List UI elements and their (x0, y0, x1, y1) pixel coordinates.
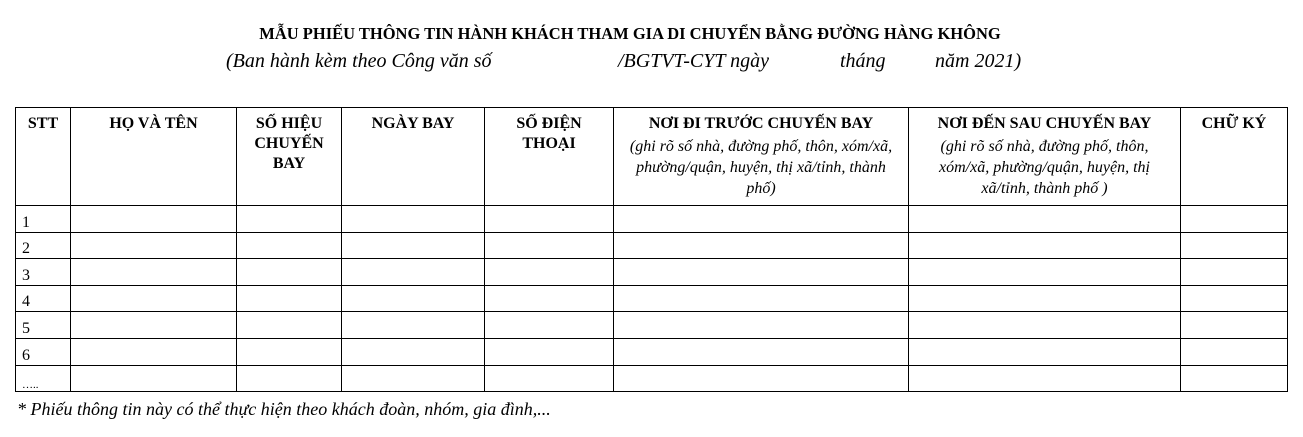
table-cell[interactable] (237, 232, 342, 259)
footnote: * Phiếu thông tin này có thể thực hiện theo khách đoàn, nhóm, gia đình,... (17, 399, 551, 419)
row-number: ….. (16, 365, 71, 392)
table-cell[interactable] (1181, 312, 1288, 339)
table-cell[interactable] (342, 232, 485, 259)
table-cell[interactable] (237, 206, 342, 233)
table-cell[interactable] (909, 259, 1181, 286)
table-cell[interactable] (485, 365, 614, 392)
table-row (16, 232, 1288, 259)
header-signature: CHỮ KÝ (1181, 108, 1288, 206)
table-cell[interactable] (485, 312, 614, 339)
table-cell[interactable] (1181, 206, 1288, 233)
table-cell[interactable] (614, 232, 909, 259)
table-cell[interactable] (485, 259, 614, 286)
table-cell[interactable] (1181, 365, 1288, 392)
origin-note: (ghi rõ số nhà, đường phố, thôn, xóm/xã, phường/quận, huyện, thị xã/tỉnh, thành phố) (629, 138, 893, 197)
table-row (16, 312, 1288, 339)
table-cell[interactable] (1181, 259, 1288, 286)
table-cell[interactable] (71, 285, 237, 312)
table-row (16, 365, 1288, 392)
row-number: 5 (16, 312, 71, 339)
row-number: 2 (16, 232, 71, 259)
subtitle-part-1: (Ban hành kèm theo Công văn số (226, 50, 492, 72)
table-cell[interactable] (614, 365, 909, 392)
header-origin: NƠI ĐI TRƯỚC CHUYẾN BAY (ghi rõ số nhà, đường phố, thôn, xóm/xã, phường/quận, huyện, thị xã/tỉnh, thành phố) (614, 108, 909, 206)
table-cell[interactable] (614, 338, 909, 365)
table-cell[interactable] (71, 312, 237, 339)
row-number: 4 (16, 285, 71, 312)
header-flight-date: NGÀY BAY (342, 108, 485, 206)
table-cell[interactable] (485, 232, 614, 259)
table-cell[interactable] (237, 365, 342, 392)
table-cell[interactable] (909, 338, 1181, 365)
table-cell[interactable] (614, 206, 909, 233)
table-row (16, 206, 1288, 233)
table-cell[interactable] (342, 259, 485, 286)
table-cell[interactable] (71, 206, 237, 233)
row-number: 1 (16, 206, 71, 233)
table-cell[interactable] (614, 285, 909, 312)
table-row (16, 285, 1288, 312)
table-cell[interactable] (909, 312, 1181, 339)
table-cell[interactable] (342, 285, 485, 312)
table-cell[interactable] (485, 338, 614, 365)
table-cell[interactable] (237, 312, 342, 339)
table-cell[interactable] (237, 285, 342, 312)
table-cell[interactable] (1181, 232, 1288, 259)
table-cell[interactable] (71, 338, 237, 365)
table-header-row (16, 108, 1288, 206)
table-cell[interactable] (1181, 338, 1288, 365)
table-cell[interactable] (909, 285, 1181, 312)
table-cell[interactable] (342, 365, 485, 392)
table-cell[interactable] (71, 232, 237, 259)
table-cell[interactable] (71, 365, 237, 392)
table-cell[interactable] (485, 206, 614, 233)
table-cell[interactable] (909, 365, 1181, 392)
subtitle-part-3: tháng (840, 50, 886, 72)
table-row (16, 259, 1288, 286)
header-stt: STT (16, 108, 71, 206)
subtitle-part-2: /BGTVT-CYT ngày (618, 50, 769, 72)
table-cell[interactable] (614, 259, 909, 286)
table-cell[interactable] (237, 259, 342, 286)
table-cell[interactable] (909, 232, 1181, 259)
row-number: 6 (16, 338, 71, 365)
header-destination: NƠI ĐẾN SAU CHUYẾN BAY (ghi rõ số nhà, đường phố, thôn, xóm/xã, phường/quận, huyện, thị xã/tỉnh, thành phố ) (909, 108, 1181, 206)
table-row (16, 338, 1288, 365)
table-cell[interactable] (342, 206, 485, 233)
header-flight-number: SỐ HIỆU CHUYẾN BAY (237, 108, 342, 206)
table-cell[interactable] (342, 312, 485, 339)
table-cell[interactable] (1181, 285, 1288, 312)
destination-note: (ghi rõ số nhà, đường phố, thôn, xóm/xã, phường/quận, huyện, thị xã/tỉnh, thành phố ) (938, 138, 1150, 197)
table-cell[interactable] (614, 312, 909, 339)
header-phone: SỐ ĐIỆN THOẠI (485, 108, 614, 206)
table-cell[interactable] (71, 259, 237, 286)
subtitle-part-4: năm 2021) (935, 50, 1022, 72)
document-title: MẪU PHIẾU THÔNG TIN HÀNH KHÁCH THAM GIA DI CHUYỂN BẰNG ĐƯỜNG HÀNG KHÔNG (259, 24, 1001, 43)
table-cell[interactable] (342, 338, 485, 365)
header-full-name: HỌ VÀ TÊN (71, 108, 237, 206)
table-cell[interactable] (237, 338, 342, 365)
passenger-info-table (15, 107, 1288, 392)
table-cell[interactable] (909, 206, 1181, 233)
row-number: 3 (16, 259, 71, 286)
table-cell[interactable] (485, 285, 614, 312)
